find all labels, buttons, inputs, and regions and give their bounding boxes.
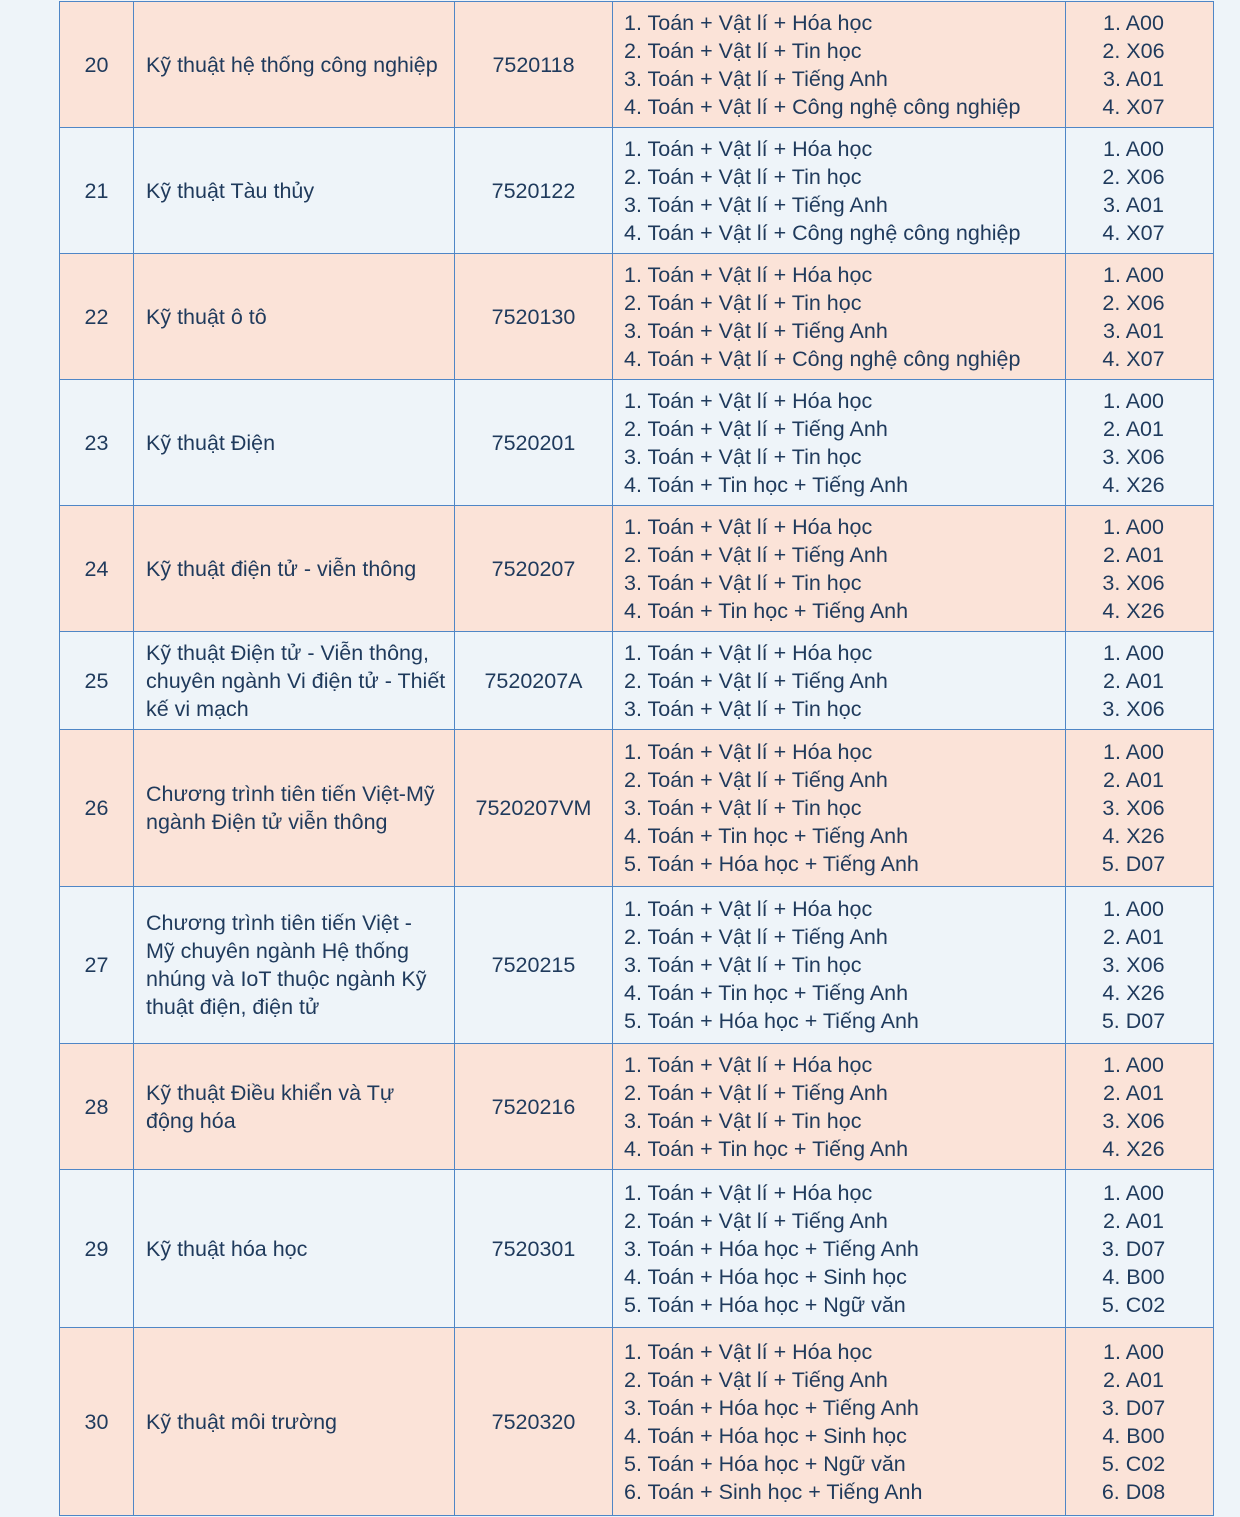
row-number: 26: [60, 730, 134, 887]
exam-block-code: 3. X06: [1102, 444, 1165, 469]
exam-block-code: 5. D07: [1101, 1009, 1166, 1033]
row-number: 30: [60, 1328, 134, 1516]
row-number: 27: [60, 887, 134, 1044]
subject-combination: 1. Toán + Vật lí + Hóa học: [624, 1339, 873, 1364]
subject-combination: 1. Toán + Vật lí + Hóa học: [624, 136, 873, 161]
table-row: [60, 1044, 1214, 1170]
exam-block-code: 3. X06: [1102, 953, 1165, 977]
exam-block-code: 1. A00: [1103, 897, 1164, 921]
subject-combinations: [613, 887, 1066, 1044]
subject-combination: 1. Toán + Vật lí + Hóa học: [624, 1052, 873, 1077]
table-row: [60, 254, 1214, 380]
subject-combination: 1. Toán + Vật lí + Hóa học: [624, 1180, 873, 1205]
exam-block-code: 2. X06: [1102, 164, 1165, 189]
exam-block-code: 3. X06: [1102, 796, 1165, 820]
exam-block-code: 6. D08: [1101, 1479, 1166, 1504]
exam-block-code: 1. A00: [1103, 640, 1164, 665]
exam-block-code: 4. X26: [1102, 1136, 1165, 1161]
subject-combination: 2. Toán + Vật lí + Tiếng Anh: [624, 542, 888, 567]
subject-combination: 3. Toán + Vật lí + Tin học: [624, 953, 862, 977]
subject-combinations: [613, 1328, 1066, 1516]
exam-block-code: 1. A00: [1103, 740, 1164, 764]
major-name: Kỹ thuật Tàu thủy: [134, 128, 455, 254]
subject-combination: 6. Toán + Sinh học + Tiếng Anh: [624, 1479, 923, 1504]
subject-combination: 5. Toán + Hóa học + Ngữ văn: [624, 1451, 906, 1476]
subject-combination: 2. Toán + Vật lí + Tin học: [624, 38, 862, 63]
subject-combinations: [613, 380, 1066, 506]
exam-block-code: 2. A01: [1103, 1208, 1164, 1233]
subject-combination: 3. Toán + Vật lí + Tiếng Anh: [624, 66, 888, 91]
subject-combination: 3. Toán + Vật lí + Tiếng Anh: [624, 318, 888, 343]
subject-combination: 3. Toán + Vật lí + Tin học: [624, 1108, 862, 1133]
exam-blocks: [1066, 730, 1214, 887]
subject-combination: 3. Toán + Vật lí + Tin học: [624, 796, 862, 820]
subject-combination: 4. Toán + Hóa học + Sinh học: [624, 1423, 907, 1448]
subject-combination: 3. Toán + Vật lí + Tin học: [624, 570, 862, 595]
subject-combination: 4. Toán + Vật lí + Công nghệ công nghiệp: [624, 346, 1021, 371]
subject-combination: 1. Toán + Vật lí + Hóa học: [624, 740, 873, 764]
exam-block-code: 4. X26: [1102, 598, 1165, 623]
exam-block-code: 4. B00: [1102, 1264, 1165, 1289]
subject-combination: 3. Toán + Hóa học + Tiếng Anh: [624, 1236, 919, 1261]
subject-combination: 1. Toán + Vật lí + Hóa học: [624, 388, 873, 413]
exam-block-code: 1. A00: [1103, 388, 1164, 413]
major-name: Chương trình tiên tiến Việt-Mỹ ngành Điện tử viễn thông: [134, 730, 455, 887]
subject-combination: 4. Toán + Vật lí + Công nghệ công nghiệp: [624, 220, 1021, 245]
major-code: 7520207VM: [455, 730, 613, 887]
table-row: [60, 1170, 1214, 1328]
exam-block-code: 2. A01: [1103, 768, 1164, 792]
exam-block-code: 1. A00: [1103, 262, 1164, 287]
subject-combinations: [613, 506, 1066, 632]
exam-block-code: 4. X26: [1102, 981, 1165, 1005]
subject-combination: 4. Toán + Hóa học + Sinh học: [624, 1264, 907, 1289]
row-number: 28: [60, 1044, 134, 1170]
subject-combination: 5. Toán + Hóa học + Tiếng Anh: [624, 852, 919, 876]
exam-block-code: 2. X06: [1102, 38, 1165, 63]
subject-combination: 2. Toán + Vật lí + Tiếng Anh: [624, 1080, 888, 1105]
exam-blocks: [1066, 506, 1214, 632]
subject-combination: 3. Toán + Vật lí + Tiếng Anh: [624, 192, 888, 217]
table-row: [60, 632, 1214, 730]
exam-block-code: 3. X06: [1102, 570, 1165, 595]
table-row: [60, 887, 1214, 1044]
subject-combinations: [613, 730, 1066, 887]
major-name: Kỹ thuật Điều khiển và Tự động hóa: [134, 1044, 455, 1170]
exam-block-code: 5. D07: [1101, 852, 1166, 876]
exam-block-code: 2. X06: [1102, 290, 1165, 315]
subject-combinations: [613, 2, 1066, 128]
subject-combinations: [613, 1170, 1066, 1328]
exam-block-code: 4. X07: [1102, 220, 1165, 245]
subject-combination: 2. Toán + Vật lí + Tiếng Anh: [624, 1367, 888, 1392]
exam-block-code: 2. A01: [1103, 1080, 1164, 1105]
major-code: 7520320: [455, 1328, 613, 1516]
subject-combination: 2. Toán + Vật lí + Tiếng Anh: [624, 1208, 888, 1233]
admission-table: [59, 1, 1214, 1516]
subject-combination: 1. Toán + Vật lí + Hóa học: [624, 640, 873, 665]
exam-block-code: 2. A01: [1103, 925, 1164, 949]
major-code: 7520130: [455, 254, 613, 380]
subject-combination: 5. Toán + Hóa học + Tiếng Anh: [624, 1009, 919, 1033]
table-row: [60, 730, 1214, 887]
exam-block-code: 3. A01: [1103, 66, 1164, 91]
exam-block-code: 3. X06: [1102, 1108, 1165, 1133]
subject-combination: 4. Toán + Tin học + Tiếng Anh: [624, 598, 909, 623]
major-name: Kỹ thuật Điện tử - Viễn thông, chuyên ngành Vi điện tử - Thiết kế vi mạch: [134, 632, 455, 730]
major-name: Kỹ thuật hệ thống công nghiệp: [134, 2, 455, 128]
subject-combination: 1. Toán + Vật lí + Hóa học: [624, 262, 873, 287]
table-row: [60, 2, 1214, 128]
exam-blocks: [1066, 2, 1214, 128]
exam-block-code: 2. A01: [1103, 668, 1164, 693]
subject-combination: 4. Toán + Tin học + Tiếng Anh: [624, 472, 909, 497]
major-code: 7520118: [455, 2, 613, 128]
exam-block-code: 1. A00: [1103, 10, 1164, 35]
major-name: Chương trình tiên tiến Việt - Mỹ chuyên ngành Hệ thống nhúng và IoT thuộc ngành Kỹ thuật điện, điện tử: [134, 887, 455, 1044]
exam-blocks: [1066, 380, 1214, 506]
subject-combinations: [613, 128, 1066, 254]
major-name: Kỹ thuật điện tử - viễn thông: [134, 506, 455, 632]
exam-blocks: [1066, 128, 1214, 254]
major-code: 7520207A: [455, 632, 613, 730]
row-number: 23: [60, 380, 134, 506]
exam-block-code: 3. D07: [1101, 1236, 1166, 1261]
subject-combinations: [613, 1044, 1066, 1170]
exam-block-code: 1. A00: [1103, 514, 1164, 539]
subject-combinations: [613, 254, 1066, 380]
row-number: 25: [60, 632, 134, 730]
row-number: 21: [60, 128, 134, 254]
major-name: Kỹ thuật ô tô: [134, 254, 455, 380]
row-number: 20: [60, 2, 134, 128]
table-row: [60, 128, 1214, 254]
major-code: 7520216: [455, 1044, 613, 1170]
subject-combination: 2. Toán + Vật lí + Tiếng Anh: [624, 768, 888, 792]
exam-block-code: 3. X06: [1102, 696, 1165, 721]
exam-blocks: [1066, 1328, 1214, 1516]
major-name: Kỹ thuật Điện: [134, 380, 455, 506]
major-code: 7520215: [455, 887, 613, 1044]
subject-combination: 3. Toán + Hóa học + Tiếng Anh: [624, 1395, 919, 1420]
exam-blocks: [1066, 632, 1214, 730]
subject-combination: 3. Toán + Vật lí + Tin học: [624, 444, 862, 469]
exam-block-code: 5. C02: [1101, 1292, 1166, 1317]
table-row: [60, 506, 1214, 632]
major-code: 7520301: [455, 1170, 613, 1328]
subject-combination: 2. Toán + Vật lí + Tiếng Anh: [624, 925, 888, 949]
exam-block-code: 4. B00: [1102, 1423, 1165, 1448]
subject-combination: 2. Toán + Vật lí + Tiếng Anh: [624, 416, 888, 441]
exam-block-code: 1. A00: [1103, 136, 1164, 161]
exam-block-code: 2. A01: [1103, 542, 1164, 567]
subject-combination: 1. Toán + Vật lí + Hóa học: [624, 10, 873, 35]
exam-blocks: [1066, 254, 1214, 380]
exam-block-code: 2. A01: [1103, 416, 1164, 441]
subject-combination: 2. Toán + Vật lí + Tiếng Anh: [624, 668, 888, 693]
table-row: [60, 380, 1214, 506]
subject-combination: 3. Toán + Vật lí + Tin học: [624, 696, 862, 721]
exam-block-code: 3. A01: [1103, 192, 1164, 217]
subject-combination: 1. Toán + Vật lí + Hóa học: [624, 514, 873, 539]
subject-combinations: [613, 632, 1066, 730]
exam-block-code: 1. A00: [1103, 1180, 1164, 1205]
major-code: 7520207: [455, 506, 613, 632]
exam-block-code: 3. D07: [1101, 1395, 1166, 1420]
table-body: [60, 2, 1214, 1516]
major-name: Kỹ thuật hóa học: [134, 1170, 455, 1328]
major-name: Kỹ thuật môi trường: [134, 1328, 455, 1516]
major-code: 7520201: [455, 380, 613, 506]
row-number: 29: [60, 1170, 134, 1328]
row-number: 22: [60, 254, 134, 380]
subject-combination: 4. Toán + Tin học + Tiếng Anh: [624, 1136, 909, 1161]
exam-block-code: 2. A01: [1103, 1367, 1164, 1392]
exam-block-code: 3. A01: [1103, 318, 1164, 343]
subject-combination: 4. Toán + Tin học + Tiếng Anh: [624, 824, 909, 848]
subject-combination: 4. Toán + Tin học + Tiếng Anh: [624, 981, 909, 1005]
exam-block-code: 5. C02: [1101, 1451, 1166, 1476]
exam-block-code: 4. X07: [1102, 346, 1165, 371]
subject-combination: 4. Toán + Vật lí + Công nghệ công nghiệp: [624, 94, 1021, 119]
exam-blocks: [1066, 887, 1214, 1044]
exam-block-code: 4. X07: [1102, 94, 1165, 119]
row-number: 24: [60, 506, 134, 632]
exam-block-code: 4. X26: [1102, 824, 1165, 848]
subject-combination: 2. Toán + Vật lí + Tin học: [624, 290, 862, 315]
exam-block-code: 1. A00: [1103, 1052, 1164, 1077]
subject-combination: 1. Toán + Vật lí + Hóa học: [624, 897, 873, 921]
exam-block-code: 4. X26: [1102, 472, 1165, 497]
subject-combination: 2. Toán + Vật lí + Tin học: [624, 164, 862, 189]
exam-blocks: [1066, 1170, 1214, 1328]
exam-blocks: [1066, 1044, 1214, 1170]
major-code: 7520122: [455, 128, 613, 254]
exam-block-code: 1. A00: [1103, 1339, 1164, 1364]
table-row: [60, 1328, 1214, 1516]
subject-combination: 5. Toán + Hóa học + Ngữ văn: [624, 1292, 906, 1317]
